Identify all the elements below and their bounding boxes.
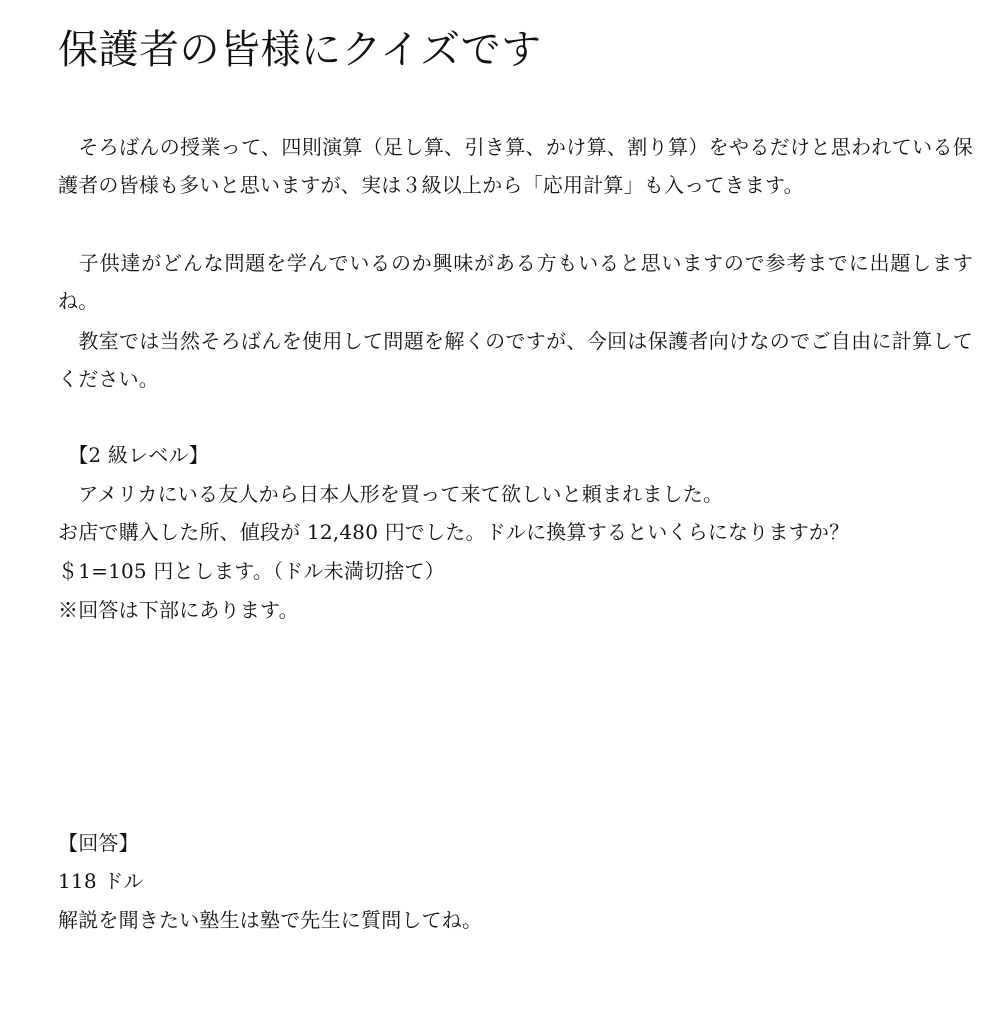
answer-comment: 解説を聞きたい塾生は塾で先生に質問してね。: [58, 908, 483, 932]
question-line-1: アメリカにいる友人から日本人形を買って来て欲しいと頼まれました。: [58, 482, 724, 506]
answer-location-note: ※回答は下部にあります。: [58, 598, 299, 622]
intro-paragraph-1: そろばんの授業って、四則演算（足し算、引き算、かけ算、割り算）をやるだけと思われている保護者の皆様も多いと思いますが、実は３級以上から「応用計算」も入ってきます。: [58, 135, 973, 197]
question-level-heading: 【2 級レベル】: [58, 443, 209, 467]
question-line-3: ＄1=105 円とします。（ドル未満切捨て）: [58, 559, 445, 583]
answer-heading: 【回答】: [58, 831, 139, 855]
page-title: 保護者の皆様にクイズです: [58, 27, 542, 73]
intro-paragraph-2: 子供達がどんな問題を学んでいるのか興味がある方もいると思いますので参考までに出題しますね。: [58, 251, 973, 313]
answer-value: 118 ドル: [58, 869, 144, 893]
question-line-2: お店で購入した所、値段が 12,480 円でした。ドルに換算するといくらになりますか？: [58, 520, 850, 544]
intro-paragraph-3: 教室では当然そろばんを使用して問題を解くのですが、今回は保護者向けなのでご自由に計算してください。: [58, 329, 973, 391]
